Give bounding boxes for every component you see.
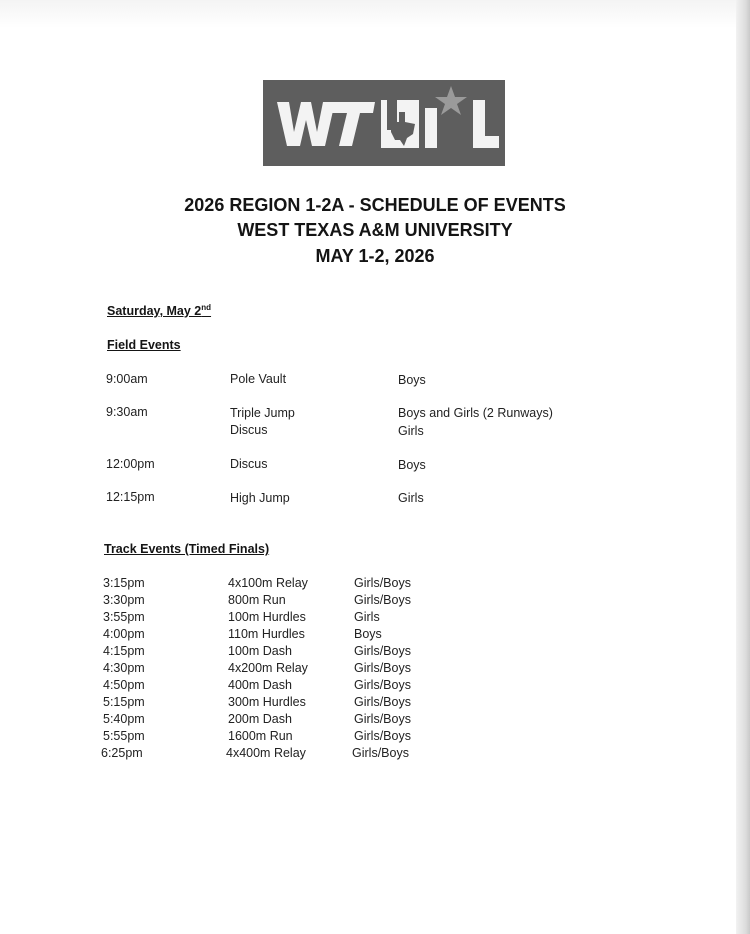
day-heading xyxy=(107,303,211,318)
field-division: Boys xyxy=(398,373,426,387)
track-division: Girls/Boys xyxy=(354,678,411,692)
title-line-2: WEST TEXAS A&M UNIVERSITY xyxy=(237,220,513,240)
track-time: 4:15pm xyxy=(103,644,145,658)
day-label: Saturday, May 2 xyxy=(107,304,202,319)
track-division: Girls xyxy=(354,610,380,624)
track-time: 3:15pm xyxy=(103,576,145,590)
field-event: Triple Jump xyxy=(230,406,295,420)
track-event: 400m Dash xyxy=(228,678,292,692)
title-line-3: MAY 1-2, 2026 xyxy=(315,246,435,266)
track-time: 4:00pm xyxy=(103,627,145,641)
wt-uil-logo xyxy=(263,80,505,166)
track-time: 3:55pm xyxy=(103,610,145,624)
field-event: Pole Vault xyxy=(230,372,287,386)
track-time: 4:30pm xyxy=(103,661,145,675)
track-time: 5:40pm xyxy=(103,712,145,726)
track-division: Girls/Boys xyxy=(354,661,411,675)
track-event: 4x200m Relay xyxy=(228,661,308,675)
field-division: Boys xyxy=(398,458,426,472)
track-event: 1600m Run xyxy=(228,729,293,743)
track-event: 110m Hurdles xyxy=(228,627,305,641)
track-events-heading: Track Events (Timed Finals) xyxy=(104,542,270,556)
field-time: 12:00pm xyxy=(106,457,155,471)
track-division: Girls/Boys xyxy=(354,695,411,709)
title-line-1: 2026 REGION 1-2A - SCHEDULE OF EVENTS xyxy=(184,195,566,215)
field-time: 9:30am xyxy=(106,405,148,419)
field-division: Boys and Girls (2 Runways) xyxy=(398,406,553,420)
track-division: Girls/Boys xyxy=(352,746,409,760)
track-event: 300m Hurdles xyxy=(228,695,306,709)
day-suffix: nd xyxy=(201,303,212,312)
field-time: 12:15pm xyxy=(106,490,155,504)
track-time: 5:15pm xyxy=(103,695,145,709)
track-time: 3:30pm xyxy=(103,593,145,607)
track-time: 5:55pm xyxy=(103,729,145,743)
track-event: 200m Dash xyxy=(228,712,292,726)
page-edge xyxy=(736,0,750,934)
field-event: Discus xyxy=(230,423,268,437)
field-events-heading: Field Events xyxy=(107,338,181,352)
field-division: Girls xyxy=(398,424,424,438)
track-division: Girls/Boys xyxy=(354,593,411,607)
field-event: High Jump xyxy=(230,491,290,505)
track-time: 4:50pm xyxy=(103,678,145,692)
track-event: 800m Run xyxy=(228,593,286,607)
track-event: 4x400m Relay xyxy=(226,746,306,760)
track-division: Boys xyxy=(354,627,382,641)
track-division: Girls/Boys xyxy=(354,576,411,590)
track-time: 6:25pm xyxy=(101,746,143,760)
track-division: Girls/Boys xyxy=(354,729,411,743)
field-division: Girls xyxy=(398,491,424,505)
track-event: 100m Hurdles xyxy=(228,610,306,624)
track-division: Girls/Boys xyxy=(354,644,411,658)
track-event: 100m Dash xyxy=(228,644,292,658)
track-division: Girls/Boys xyxy=(354,712,411,726)
scan-shadow xyxy=(0,0,736,28)
field-time: 9:00am xyxy=(106,372,148,386)
field-event: Discus xyxy=(230,457,268,471)
track-event: 4x100m Relay xyxy=(228,576,308,590)
